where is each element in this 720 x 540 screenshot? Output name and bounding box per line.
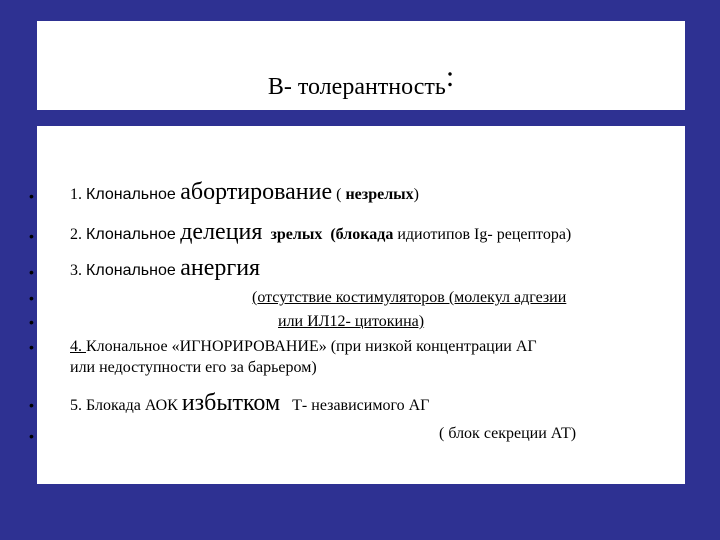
bullet: • bbox=[29, 314, 34, 330]
list-item-1-text: 1. Клональное абортирование ( незрелых) bbox=[70, 179, 419, 205]
title-panel bbox=[37, 21, 685, 110]
list-item-5-text: или ИЛ12- цитокина) bbox=[278, 313, 425, 330]
bullet: • bbox=[29, 290, 34, 306]
list-item-8-text: ( блок секреции АТ) bbox=[439, 425, 577, 442]
list-item-6-text-cont: или недоступности его за барьером) bbox=[70, 359, 317, 376]
slide-title bbox=[37, 60, 685, 101]
bullet: • bbox=[29, 228, 34, 244]
bullet: • bbox=[29, 188, 34, 204]
slide-title-colon: : bbox=[445, 60, 455, 93]
slide-title-text: В- толерантность bbox=[267, 74, 446, 100]
list-item-3-text: 3. Клональное анергия bbox=[70, 255, 261, 281]
bullet: • bbox=[29, 397, 34, 413]
bullet: • bbox=[29, 264, 34, 280]
list-item-7-text: 5. Блокада АОК избытком Т- независимого АГ bbox=[70, 390, 430, 416]
bullet: • bbox=[29, 339, 34, 355]
bullet: • bbox=[29, 428, 34, 444]
list-item-2-text: 2. Клональное делеция зрелых (блокада идиотипов Ig- рецептора) bbox=[70, 219, 572, 245]
list-item-6-text: 4. Клональное «ИГНОРИРОВАНИЕ» (при низкой концентрации АГ bbox=[70, 338, 537, 355]
content-panel bbox=[29, 126, 685, 484]
list-item-4-text: (отсутствие костимуляторов (молекул адгезии bbox=[252, 289, 567, 306]
